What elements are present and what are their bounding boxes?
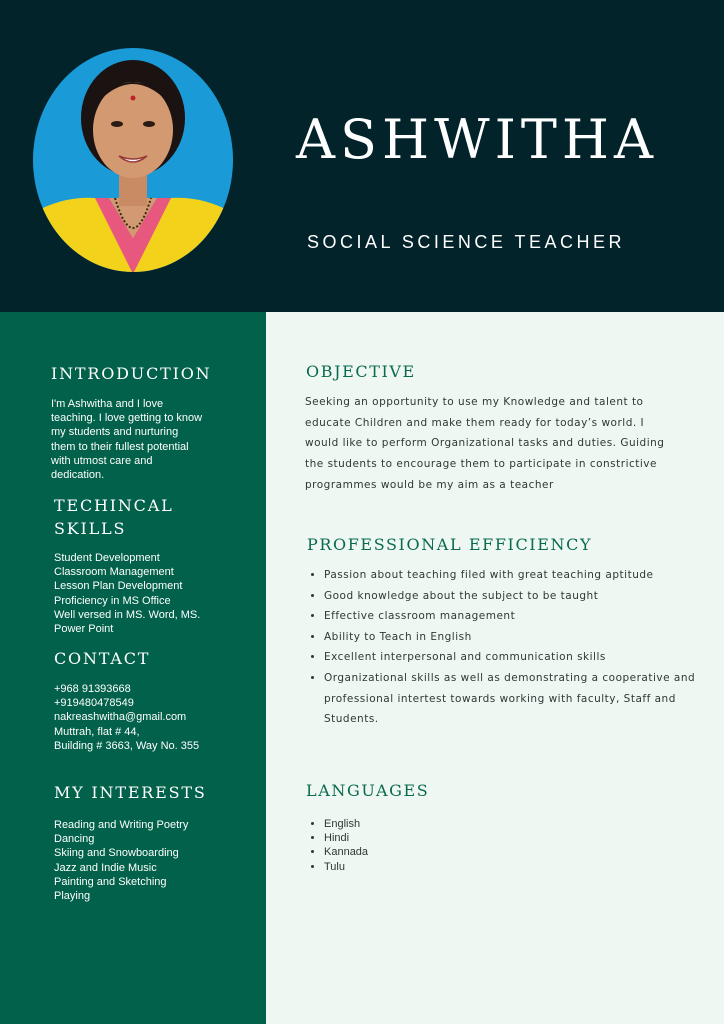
skill-item: Student Development: [54, 552, 160, 564]
interests-list: [54, 818, 254, 903]
language-item: • Kannada: [324, 845, 524, 859]
languages-heading: LANGUAGES: [306, 781, 430, 800]
introduction-line: dedication.: [51, 469, 105, 482]
contact-details: [54, 682, 259, 753]
profile-photo: [33, 48, 233, 272]
interest-item: Jazz and Indie Music: [54, 861, 157, 874]
interests-heading: MY INTERESTS: [54, 783, 207, 802]
skill-item: Power Point: [54, 623, 114, 636]
efficiency-item: • Effective classroom management: [324, 606, 704, 627]
introduction-text: [51, 397, 261, 482]
job-title: SOCIAL SCIENCE TEACHER: [307, 232, 626, 252]
objective-heading: OBJECTIVE: [306, 362, 416, 381]
profile-photo-illustration: [33, 48, 233, 272]
skill-item: Classroom Management: [54, 566, 174, 579]
skills-heading-line: SKILLS: [54, 519, 127, 538]
introduction-line: teaching. I love getting to know: [51, 412, 203, 425]
language-item: • Tulu: [324, 860, 524, 874]
efficiency-item: • Excellent interpersonal and communication skills: [324, 647, 704, 668]
objective-line: would like to perform Organizational tasks and duties. Guiding: [305, 437, 665, 450]
objective-line: the students to encourage them to participate in constrictive: [305, 458, 657, 471]
interest-item: Reading and Writing Poetry: [54, 819, 189, 831]
efficiency-item: • Organizational skills as well as demonstrating a cooperative and professional intertest towards working with faculty, Staff and Students.: [324, 668, 704, 730]
efficiency-item: • Ability to Teach in English: [324, 627, 704, 648]
language-item: • English: [324, 817, 524, 831]
objective-text: [305, 392, 685, 496]
skills-heading: [54, 494, 174, 540]
introduction-line: I'm Ashwitha and I love: [51, 398, 164, 410]
interest-item: Playing: [54, 890, 91, 903]
introduction-line: them to their fullest potential: [51, 440, 189, 453]
language-item: • Hindi: [324, 831, 524, 845]
skill-item: Lesson Plan Development: [54, 580, 183, 593]
objective-line: educate Children and make them ready for today’s world. I: [305, 416, 645, 429]
skill-item: Well versed in MS. Word, MS.: [54, 608, 201, 621]
efficiency-item: • Good knowledge about the subject to be taught: [324, 586, 704, 607]
languages-list: [306, 817, 524, 874]
efficiency-item: • Passion about teaching filed with great teaching aptitude: [324, 565, 704, 586]
introduction-heading: INTRODUCTION: [51, 364, 212, 383]
efficiency-list: [306, 565, 704, 730]
contact-address: Muttrah, flat # 44,: [54, 725, 140, 738]
contact-phone: +919480478549: [54, 697, 134, 710]
introduction-line: with utmost care and: [51, 454, 153, 467]
efficiency-heading: PROFESSIONAL EFFICIENCY: [307, 535, 593, 554]
introduction-line: my students and nurturing: [51, 426, 179, 439]
contact-address: Building # 3663, Way No. 355: [54, 739, 200, 752]
contact-email: nakreashwitha@gmail.com: [54, 711, 187, 724]
skill-item: Proficiency in MS Office: [54, 594, 171, 607]
objective-line: programmes would be my aim as a teacher: [305, 478, 554, 491]
interest-item: Painting and Sketching: [54, 875, 167, 888]
interest-item: Dancing: [54, 833, 95, 846]
objective-line: Seeking an opportunity to use my Knowledge and talent to: [305, 396, 644, 408]
contact-phone: +968 91393668: [54, 683, 131, 695]
interest-item: Skiing and Snowboarding: [54, 847, 179, 860]
skills-heading-line: TECHINCAL: [54, 496, 174, 515]
skills-list: [54, 551, 254, 636]
candidate-name: ASHWITHA: [295, 108, 659, 171]
contact-heading: CONTACT: [54, 649, 151, 668]
